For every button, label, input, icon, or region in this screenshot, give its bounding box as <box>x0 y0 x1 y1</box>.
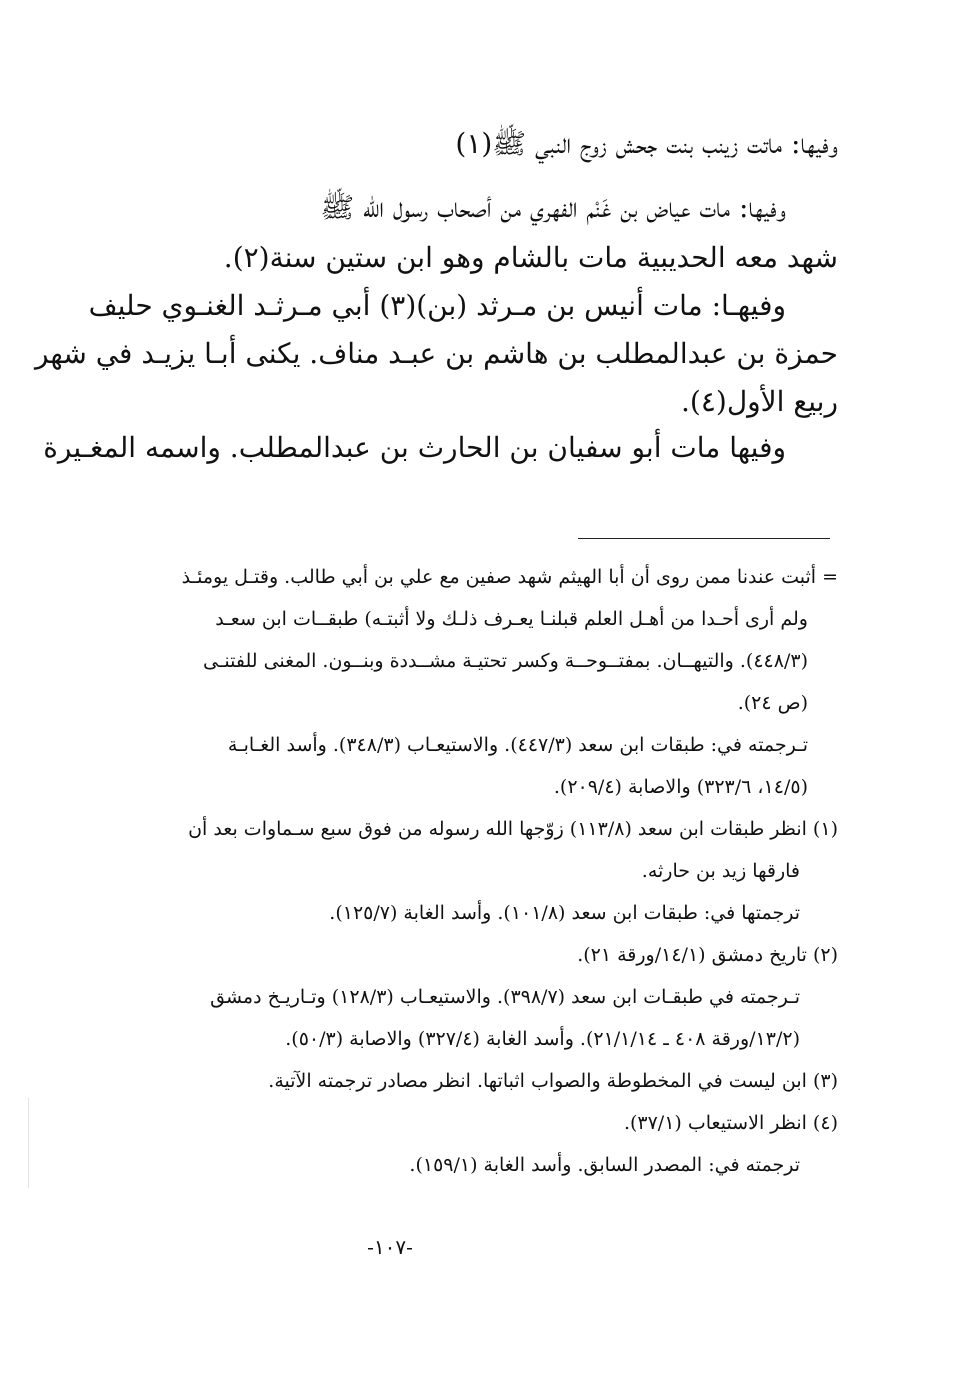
footnote-line-13: (٣) ابن ليست في المخطوطة والصواب اثباتها. انظر مصادر ترجمته الآتية. <box>268 1070 838 1092</box>
footnote-line-9: ترجمتها في: طبقات ابن سعد (١٠١/٨). وأسد الغابة (١٢٥/٧). <box>329 902 800 924</box>
document-page <box>34 0 838 1388</box>
footnote-line-14: (٤) انظر الاستيعاب (٣٧/١). <box>623 1112 838 1134</box>
footnote-line-15: ترجمته في: المصدر السابق. وأسد الغابة (١٥٩/١). <box>409 1154 800 1176</box>
scan-edge-mark <box>28 1098 29 1188</box>
footnote-line-1: = أثبت عندنا ممن روى أن أبا الهيثم شهد صفين مع علي بن أبي طالب. وقتـل يومئـذ <box>181 566 838 588</box>
footnote-line-3: (٤٤٨/٣). والتيهــان. بمفتــوحــة وكسر تحتيـة مشــددة وبنــون. المغنى للفتنـى <box>203 650 808 672</box>
footnote-line-6: (١٤/٥، ٣٢٣/٦) والاصابة (٢٠٩/٤). <box>553 776 808 798</box>
footnote-line-12: (١٣/٢/ورقة ٤٠٨ ـ ٢١/١/١٤). وأسد الغابة (٣٢٧/٤) والاصابة (٥٠/٣). <box>285 1028 800 1050</box>
footnote-divider <box>578 538 830 539</box>
footnote-line-10: (٢) تاريخ دمشق (١٤/١/ورقة ٢١). <box>577 944 838 966</box>
main-text-line-7: وفيها مات أبو سفيان بن الحارث بن عبدالمطلب. واسمه المغـيرة <box>43 431 786 464</box>
main-text-line-6: ربيع الأول(٤). <box>681 385 838 418</box>
footnote-line-4: (ص ٢٤). <box>737 692 808 714</box>
footnote-line-2: ولم أرى أحـدا من أهـل العلم قبلنـا يعـرف ذلـك ولا أثبتـه) طبقــات ابن سعـد <box>215 608 808 630</box>
main-text-line-2: وفيها: مات عياض بن غَنْم الفهري من أصحاب رسول الله ﷺ <box>320 191 786 224</box>
main-text-line-4: وفيهـا: مات أنيس بن مـرثد (بن)(٣) أبي مـرثـد الغنـوي حليف <box>88 289 786 322</box>
footnote-line-7: (١) انظر طبقات ابن سعد (١١٣/٨) زوّجها الله رسوله من فوق سبع سـماوات بعد أن <box>188 818 838 840</box>
footnote-line-11: تـرجمته في طبقـات ابن سعد (٣٩٨/٧). والاستيعـاب (١٢٨/٣) وتـاريـخ دمشق <box>210 986 800 1008</box>
main-text-line-5: حمزة بن عبدالمطلب بن هاشم بن عبـد مناف. يكنى أبـا يزيـد في شهر <box>34 337 838 370</box>
page-number: -١٠٧- <box>367 1235 413 1259</box>
footnote-line-5: تـرجمته في: طبقات ابن سعد (٤٤٧/٣). والاستيعـاب (٣٤٨/٣). وأسد الغـابـة <box>227 734 808 756</box>
footnote-line-8: فارقها زيد بن حارثه. <box>641 860 800 882</box>
main-text-line-3: شهد معه الحديبية مات بالشام وهو ابن ستين سنة(٢). <box>223 241 838 274</box>
main-text-line-1: وفيها: ماتت زينب بنت جحش زوج النبي ﷺ(١) <box>455 127 838 160</box>
